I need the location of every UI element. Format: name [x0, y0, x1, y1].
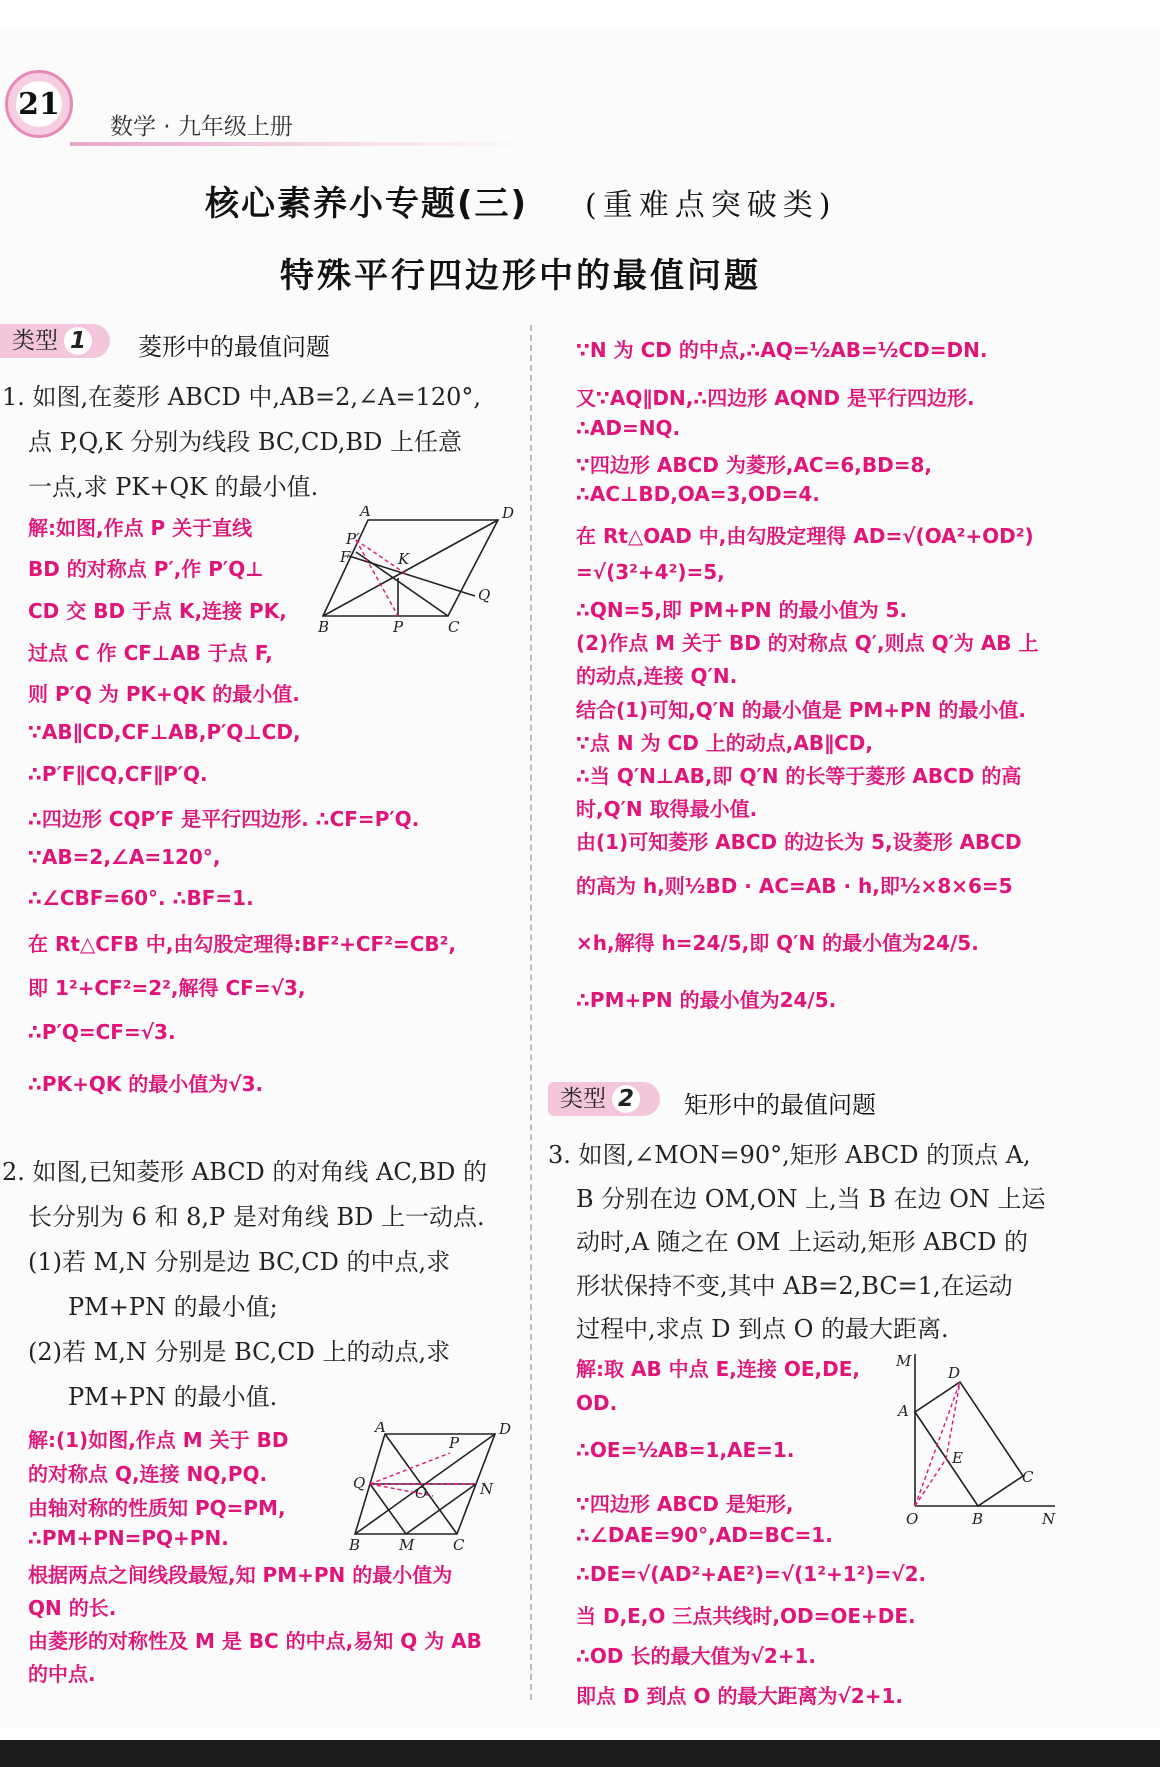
type-tag-label: 类型: [560, 1086, 606, 1112]
q2fig-label: D: [499, 1422, 512, 1438]
q1-sol-line: ∴P′F∥CQ,CF∥P′Q.: [28, 762, 208, 786]
q1-sol-line: ∵AB=2,∠A=120°,: [28, 845, 221, 869]
q1-sol-line: ∴PK+QK 的最小值为√3.: [28, 1072, 264, 1096]
q3-line: 形状保持不变,其中 AB=2,BC=1,在运动: [576, 1272, 1013, 1300]
q3-sol-line: ∴OE=½AB=1,AE=1.: [576, 1438, 795, 1462]
q1-sol-line: 过点 C 作 CF⊥AB 于点 F,: [28, 641, 273, 665]
q2fig-label: N: [480, 1480, 494, 1498]
q3-line: B 分别在边 OM,ON 上,当 B 在边 ON 上运: [576, 1185, 1046, 1213]
q2-cont-line: ∵四边形 ABCD 为菱形,AC=6,BD=8,: [576, 453, 932, 477]
q3-line: 3. 如图,∠MON=90°,矩形 ABCD 的顶点 A,: [548, 1141, 1031, 1169]
q2-sol-line: 的对称点 Q,连接 NQ,PQ.: [28, 1462, 268, 1486]
q3-rectangle-figure: [890, 1350, 1065, 1530]
bottom-bar: [0, 1740, 1160, 1767]
q2-sol-line: 根据两点之间线段最短,知 PM+PN 的最小值为: [28, 1563, 453, 1587]
q2fig-label: O: [415, 1484, 428, 1502]
header-rule: [70, 142, 530, 146]
q3-sol-line: 即点 D 到点 O 的最大距离为√2+1.: [576, 1684, 903, 1708]
q1fig-label: Q: [478, 586, 491, 604]
q2-cont-line: ∵N 为 CD 的中点,∴AQ=½AB=½CD=DN.: [576, 338, 988, 362]
q2-line: PM+PN 的最小值;: [68, 1293, 278, 1321]
q2fig-label: M: [399, 1536, 415, 1552]
q2-line: 2. 如图,已知菱形 ABCD 的对角线 AC,BD 的: [2, 1158, 488, 1186]
q1-sol-line: ∵AB∥CD,CF⊥AB,P′Q⊥CD,: [28, 720, 301, 744]
q1-sol-line: ∴∠CBF=60°. ∴BF=1.: [28, 886, 254, 910]
q2fig-label: C: [453, 1536, 465, 1552]
q2-sol-line: 解:(1)如图,作点 M 关于 BD: [28, 1428, 289, 1452]
q2fig-label: A: [375, 1422, 386, 1436]
q2-cont-line: 时,Q′N 取得最小值.: [576, 797, 758, 821]
q3fig-label: A: [898, 1402, 909, 1420]
q1fig-label: D: [502, 506, 515, 522]
q2-sol-line: 的中点.: [28, 1662, 96, 1686]
q1fig-label: K: [398, 550, 410, 568]
q3-sol-line: OD.: [576, 1391, 618, 1415]
page-number: 21: [16, 81, 62, 127]
q3-line: 动时,A 随之在 OM 上运动,矩形 ABCD 的: [576, 1228, 1029, 1256]
q3fig-label: B: [972, 1510, 984, 1528]
q1-line: 点 P,Q,K 分别为线段 BC,CD,BD 上任意: [28, 428, 462, 456]
q1-sol-line: BD 的对称点 P′,作 P′Q⊥: [28, 557, 264, 581]
q2-cont-line: 在 Rt△OAD 中,由勾股定理得 AD=√(OA²+OD²): [576, 524, 1034, 548]
q1fig-label: P′: [346, 530, 360, 548]
q2-cont-line: 的高为 h,则½BD · AC=AB · h,即½×8×6=5: [576, 874, 1013, 898]
q2-line: (2)若 M,N 分别是 BC,CD 上的动点,求: [28, 1338, 451, 1366]
q2-cont-line: ∵点 N 为 CD 上的动点,AB∥CD,: [576, 731, 873, 755]
q3fig-label: E: [952, 1449, 963, 1467]
q2-cont-line: ×h,解得 h=24/5,即 Q′N 的最小值为24/5.: [576, 931, 979, 955]
type-tag-2: [548, 1082, 660, 1116]
q3fig-label: C: [1022, 1468, 1034, 1486]
type-tag-label: 类型: [12, 328, 58, 354]
q3-sol-line: 解:取 AB 中点 E,连接 OE,DE,: [576, 1357, 860, 1381]
q2-cont-line: 的动点,连接 Q′N.: [576, 664, 738, 688]
q1-line: 一点,求 PK+QK 的最小值.: [28, 473, 319, 501]
q1-sol-line: CD 交 BD 于点 K,连接 PK,: [28, 599, 287, 623]
q2-cont-line: ∴PM+PN 的最小值为24/5.: [576, 988, 837, 1012]
section-title: 核心素养小专题(三): [205, 184, 529, 224]
q2-cont-line: 由(1)可知菱形 ABCD 的边长为 5,设菱形 ABCD: [576, 830, 1022, 854]
q2-line: PM+PN 的最小值.: [68, 1383, 278, 1411]
q3-sol-line: ∴OD 长的最大值为√2+1.: [576, 1644, 817, 1668]
type-tag-number: 1: [64, 327, 92, 355]
type-1-title: 菱形中的最值问题: [138, 333, 330, 361]
q1fig-label: F: [340, 548, 351, 566]
column-divider: [530, 325, 532, 1700]
q3-sol-line: ∴DE=√(AD²+AE²)=√(1²+1²)=√2.: [576, 1562, 927, 1586]
q3fig-label: O: [906, 1510, 919, 1528]
q2-line: (1)若 M,N 分别是边 BC,CD 的中点,求: [28, 1248, 451, 1276]
q2-rhombus-figure: [345, 1422, 515, 1552]
q2-cont-line: ∴QN=5,即 PM+PN 的最小值为 5.: [576, 598, 908, 622]
q3-sol-line: ∴∠DAE=90°,AD=BC=1.: [576, 1523, 833, 1547]
page-number-badge: [5, 70, 73, 138]
q2-cont-line: (2)作点 M 关于 BD 的对称点 Q′,则点 Q′为 AB 上: [576, 631, 1039, 655]
q2-cont-line: =√(3²+4²)=5,: [576, 560, 725, 584]
q1-sol-line: 则 P′Q 为 PK+QK 的最小值.: [28, 682, 300, 706]
top-margin: [0, 0, 1160, 28]
topic-title: 特殊平行四边形中的最值问题: [280, 256, 761, 296]
q1-sol-line: ∴P′Q=CF=√3.: [28, 1020, 176, 1044]
section-subtitle: (重难点突破类): [585, 188, 837, 223]
q1fig-label: P: [393, 618, 404, 636]
book-title: 数学 · 九年级上册: [110, 114, 293, 140]
q1-line: 1. 如图,在菱形 ABCD 中,AB=2,∠A=120°,: [2, 383, 482, 411]
q3fig-label: N: [1042, 1510, 1056, 1528]
q1-sol-line: 解:如图,作点 P 关于直线: [28, 516, 253, 540]
q2fig-label: B: [349, 1536, 361, 1552]
q1fig-label: C: [448, 618, 460, 636]
q2-cont-line: 结合(1)可知,Q′N 的最小值是 PM+PN 的最小值.: [576, 698, 1027, 722]
q3-line: 过程中,求点 D 到点 O 的最大距离.: [576, 1315, 949, 1343]
type-tag-number: 2: [612, 1085, 640, 1113]
q2-cont-line: 又∵AQ∥DN,∴四边形 AQND 是平行四边形.: [576, 386, 975, 410]
q2-sol-line: ∴PM+PN=PQ+PN.: [28, 1526, 229, 1550]
q2fig-label: Q: [353, 1474, 366, 1492]
q1fig-label: B: [318, 618, 330, 636]
q3-sol-line: 当 D,E,O 三点共线时,OD=OE+DE.: [576, 1604, 916, 1628]
q2fig-label: P: [449, 1434, 460, 1452]
q2-cont-line: ∴AC⊥BD,OA=3,OD=4.: [576, 482, 820, 506]
q2-cont-line: ∴AD=NQ.: [576, 416, 681, 440]
type-2-title: 矩形中的最值问题: [684, 1091, 876, 1119]
q2-sol-line: 由菱形的对称性及 M 是 BC 的中点,易知 Q 为 AB: [28, 1629, 482, 1653]
q1-sol-line: ∴四边形 CQP′F 是平行四边形. ∴CF=P′Q.: [28, 807, 420, 831]
q3fig-label: M: [896, 1352, 912, 1370]
q1-rhombus-figure: [318, 506, 518, 636]
q3fig-label: D: [948, 1364, 961, 1382]
q2-line: 长分别为 6 和 8,P 是对角线 BD 上一动点.: [28, 1203, 485, 1231]
q2-sol-line: 由轴对称的性质知 PQ=PM,: [28, 1496, 286, 1520]
type-tag-1: [0, 324, 110, 358]
q2-cont-line: ∴当 Q′N⊥AB,即 Q′N 的长等于菱形 ABCD 的高: [576, 764, 1022, 788]
q3-sol-line: ∵四边形 ABCD 是矩形,: [576, 1492, 794, 1516]
q2-sol-line: QN 的长.: [28, 1596, 117, 1620]
q1fig-label: A: [360, 506, 371, 520]
q1-sol-line: 即 1²+CF²=2²,解得 CF=√3,: [28, 976, 306, 1000]
q1-sol-line: 在 Rt△CFB 中,由勾股定理得:BF²+CF²=CB²,: [28, 932, 457, 956]
